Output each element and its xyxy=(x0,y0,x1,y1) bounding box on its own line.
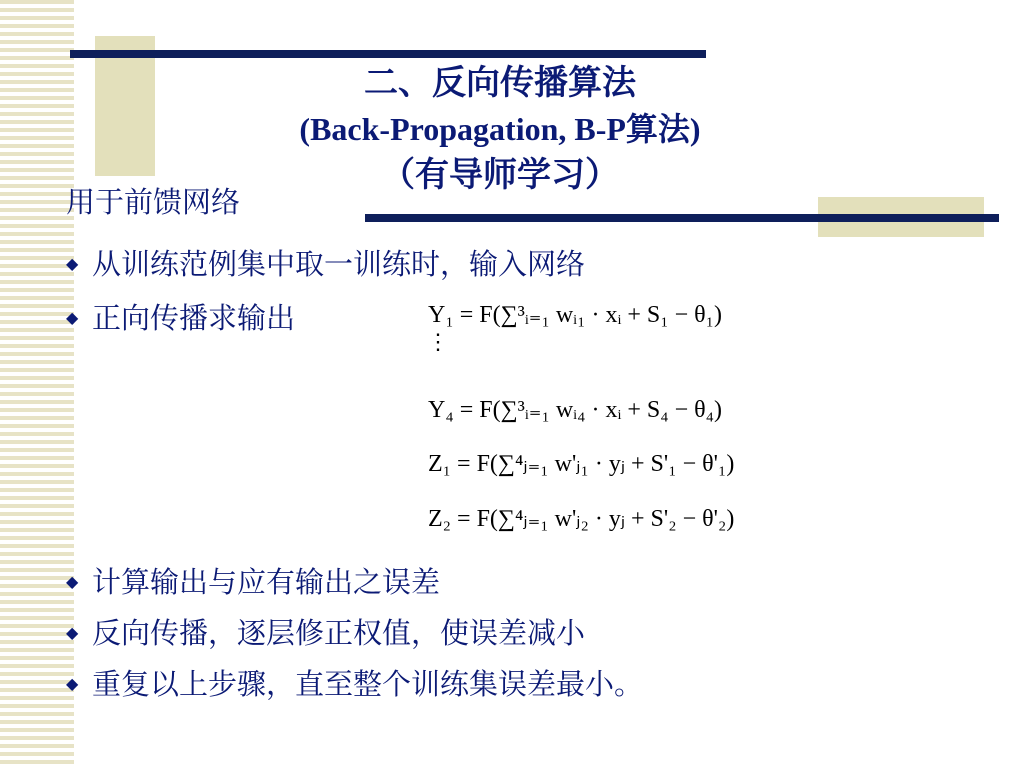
bullet-item xyxy=(66,242,585,283)
bullet-item xyxy=(66,611,585,652)
diamond-bullet-icon: ◆ xyxy=(66,307,79,327)
diamond-bullet-icon: ◆ xyxy=(66,622,79,642)
title-line-1: 二、反向传播算法 xyxy=(364,63,636,103)
bullet-item xyxy=(66,296,295,337)
diamond-bullet-icon: ◆ xyxy=(66,253,79,273)
vertical-ellipsis: ⋮ xyxy=(427,329,449,354)
left-stripe-decoration xyxy=(0,0,74,768)
bullet-text: 计算输出与应有输出之误差 xyxy=(92,565,441,599)
diamond-bullet-icon: ◆ xyxy=(66,673,79,693)
bullet-text: 从训练范例集中取一训练时，输入网络 xyxy=(92,247,586,281)
formula-z1: Z₁ = F(∑⁴ⱼ₌₁ w'ⱼ₁ · yⱼ + S'₁ − θ'₁) xyxy=(428,451,735,477)
bullet-item xyxy=(66,662,643,703)
formula-y1: Y₁ = F(∑³ᵢ₌₁ wᵢ₁ · xᵢ + S₁ − θ₁) xyxy=(428,302,723,328)
bullet-text: 重复以上步骤，直至整个训练集误差最小。 xyxy=(92,667,644,701)
bottom-rule xyxy=(365,214,999,222)
bullet-text: 正向传播求输出 xyxy=(92,301,296,335)
bullet-text: 反向传播，逐层修正权值，使误差减小 xyxy=(92,616,586,650)
intro-text: 用于前馈网络 xyxy=(66,185,241,219)
diamond-bullet-icon: ◆ xyxy=(66,571,79,591)
title-line-2: (Back-Propagation, B-P算法) xyxy=(299,111,701,147)
title-line-3: （有导师学习） xyxy=(381,155,619,195)
slide-title xyxy=(150,60,850,198)
top-rule xyxy=(70,50,706,58)
formula-y4: Y₄ = F(∑³ᵢ₌₁ wᵢ₄ · xᵢ + S₄ − θ₄) xyxy=(428,397,723,423)
bullet-item xyxy=(66,560,440,601)
formula-z2: Z₂ = F(∑⁴ⱼ₌₁ w'ⱼ₂ · yⱼ + S'₂ − θ'₂) xyxy=(428,506,735,532)
